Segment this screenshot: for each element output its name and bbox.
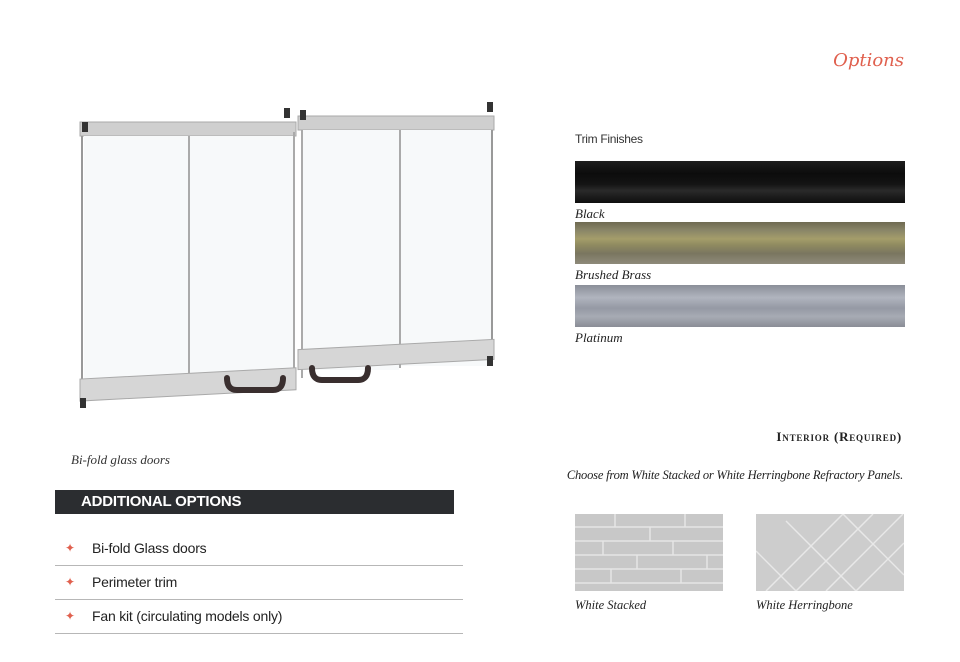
doors-caption: Bi-fold glass doors (71, 452, 170, 467)
bifold-glass-doors-image (62, 96, 512, 426)
interior-description: Choose from White Stacked or White Herringbone Refractory Panels. (566, 468, 903, 482)
star-bullet-icon: ✦ (65, 575, 75, 589)
platinum-swatch (575, 285, 905, 327)
option-label: Perimeter trim (92, 574, 178, 590)
additional-options-list (55, 532, 463, 634)
white-herringbone-panel-image (756, 514, 904, 591)
interior-heading: Interior (Required) (776, 429, 902, 444)
brushed-brass-swatch (575, 222, 905, 264)
list-item (55, 600, 463, 634)
white-stacked-label: White Stacked (575, 598, 647, 612)
star-bullet-icon: ✦ (65, 541, 75, 555)
black-label: Black (575, 206, 605, 221)
star-bullet-icon: ✦ (65, 609, 75, 623)
platinum-label: Platinum (575, 330, 623, 345)
option-label: Fan kit (circulating models only) (92, 608, 283, 624)
list-item (55, 532, 463, 566)
black-swatch (575, 161, 905, 203)
trim-finishes-heading: Trim Finishes (575, 132, 643, 146)
option-label: Bi-fold Glass doors (92, 540, 207, 556)
page-title: Options (833, 50, 904, 71)
white-stacked-panel-image (575, 514, 723, 591)
brushed-brass-label: Brushed Brass (575, 267, 652, 282)
list-item (55, 566, 463, 600)
white-herringbone-label: White Herringbone (756, 598, 853, 612)
additional-options-heading: ADDITIONAL OPTIONS (55, 490, 454, 514)
